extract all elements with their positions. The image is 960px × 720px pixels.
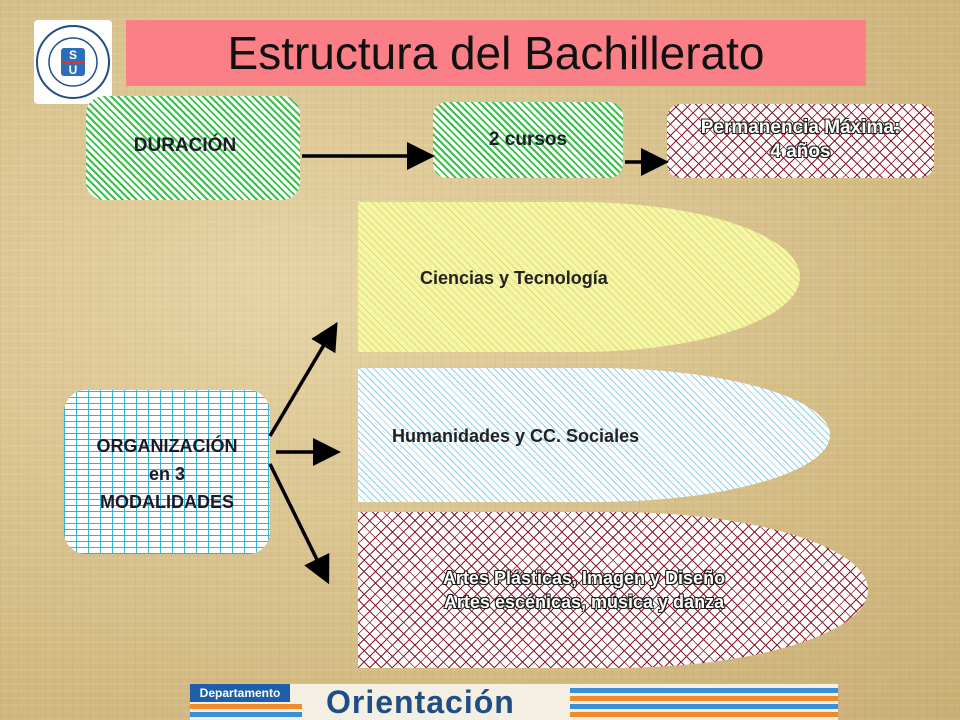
permanencia-box (667, 104, 934, 178)
organizacion-box (64, 390, 270, 554)
footer-stripe-orange (190, 704, 302, 709)
footer-stripe-orange-right (570, 696, 838, 701)
svg-text:S: S (68, 48, 78, 62)
footer-stripe-orange-right-2 (570, 712, 838, 717)
modalidad-artes (358, 512, 868, 668)
permanencia-label (667, 116, 934, 164)
school-seal-icon (34, 20, 112, 104)
footer-departamento-box (190, 684, 290, 702)
modalidad-humanidades-label: Humanidades y CC. Sociales (392, 426, 640, 446)
cursos-box (433, 102, 623, 178)
page-title: Estructura del Bachillerato (227, 27, 765, 79)
cursos-label: 2 cursos (488, 129, 568, 150)
svg-text:U: U (68, 63, 78, 77)
permanencia-line2: 4 años (770, 141, 831, 162)
arrow-org-to-ciencias (270, 328, 334, 436)
title-banner (126, 20, 866, 86)
footer-orientacion (326, 684, 515, 720)
footer-orientacion-text: Orientación (326, 684, 515, 720)
modalidad-artes-label (384, 566, 784, 614)
organizacion-line2: en 3 (148, 464, 186, 484)
modalidad-artes-line1: Artes Plásticas, Imagen y Diseño (442, 568, 726, 588)
organizacion-line3: MODALIDADES (100, 492, 234, 512)
footer-stripe-blue-right (570, 688, 838, 693)
duracion-label: DURACIÓN (133, 135, 237, 156)
organizacion-line1: ORGANIZACIÓN (96, 436, 238, 456)
modalidad-humanidades (358, 368, 830, 502)
organizacion-label (64, 432, 270, 516)
modalidad-ciencias (358, 202, 800, 352)
footer-stripe-blue-right-2 (570, 704, 838, 709)
footer-stripe-blue (190, 712, 302, 717)
school-logo (34, 20, 112, 104)
modalidad-ciencias-label: Ciencias y Tecnología (420, 268, 608, 288)
duracion-box (86, 96, 300, 200)
footer-departamento: Departamento (199, 686, 281, 700)
permanencia-line1: Permanencia Máxima: (700, 117, 901, 138)
arrow-org-to-artes (270, 464, 326, 578)
modalidad-artes-line2: Artes escénicas, música y danza (443, 592, 725, 612)
